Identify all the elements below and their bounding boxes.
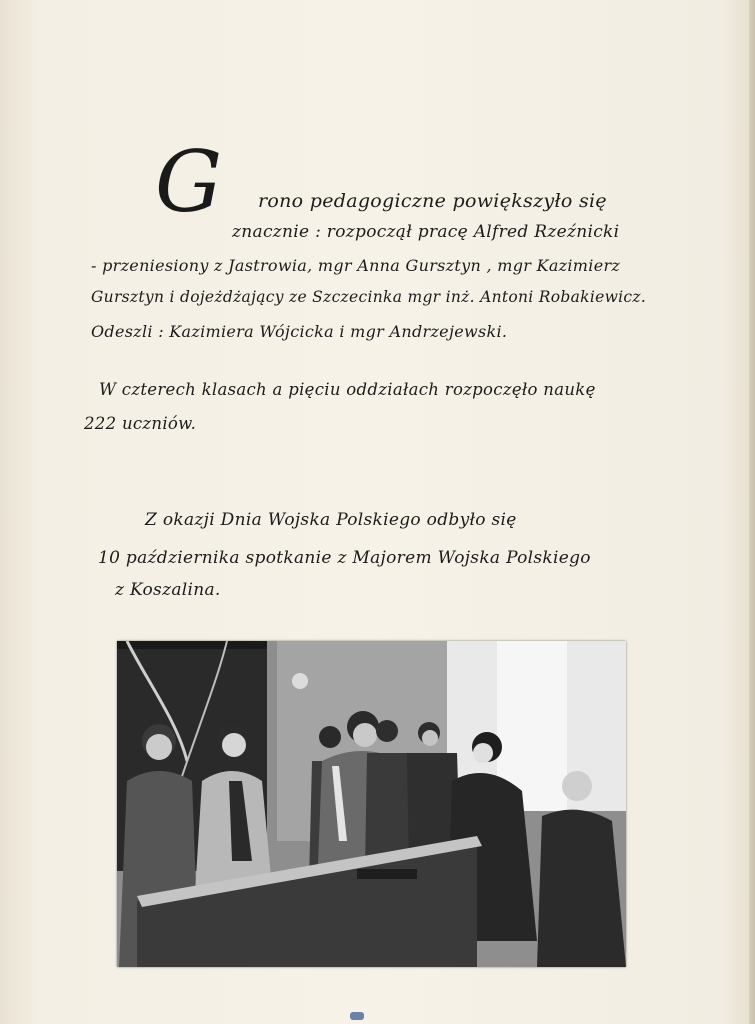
paragraph-1-line-2: znacznie : rozpoczął pracę Alfred Rzeźnicki [232,222,620,242]
paragraph-3-line-2: 10 października spotkanie z Majorem Wojska Polskiego [98,548,591,568]
paragraph-1-line-5: Odeszli : Kazimiera Wójcicka i mgr Andrzejewski. [91,322,508,341]
ceremony-photograph [117,641,626,967]
paragraph-3-line-1: Z okazji Dnia Wojska Polskiego odbyło się [145,510,517,530]
paragraph-1-line-4: Gursztyn i dojeżdżający ze Szczecinka mgr inż. Antoni Robakiewicz. [91,288,647,306]
photo-lamp [292,673,308,689]
paragraph-2-line-1: W czterech klasach a pięciu oddziałach rozpoczęło naukę [99,380,596,399]
paragraph-3-line-3: z Koszalina. [115,580,221,600]
drop-cap: G [155,133,223,231]
page-tab-mark [350,1012,364,1020]
paragraph-1-line-3: - przeniesiony z Jastrowia, mgr Anna Gursztyn , mgr Kazimierz [91,256,621,275]
photo-illustration [117,641,626,967]
paragraph-1-line-1: rono pedagogiczne powiększyło się [258,190,607,212]
paragraph-2-line-2: 222 uczniów. [84,414,197,433]
page-edge [749,0,755,1024]
